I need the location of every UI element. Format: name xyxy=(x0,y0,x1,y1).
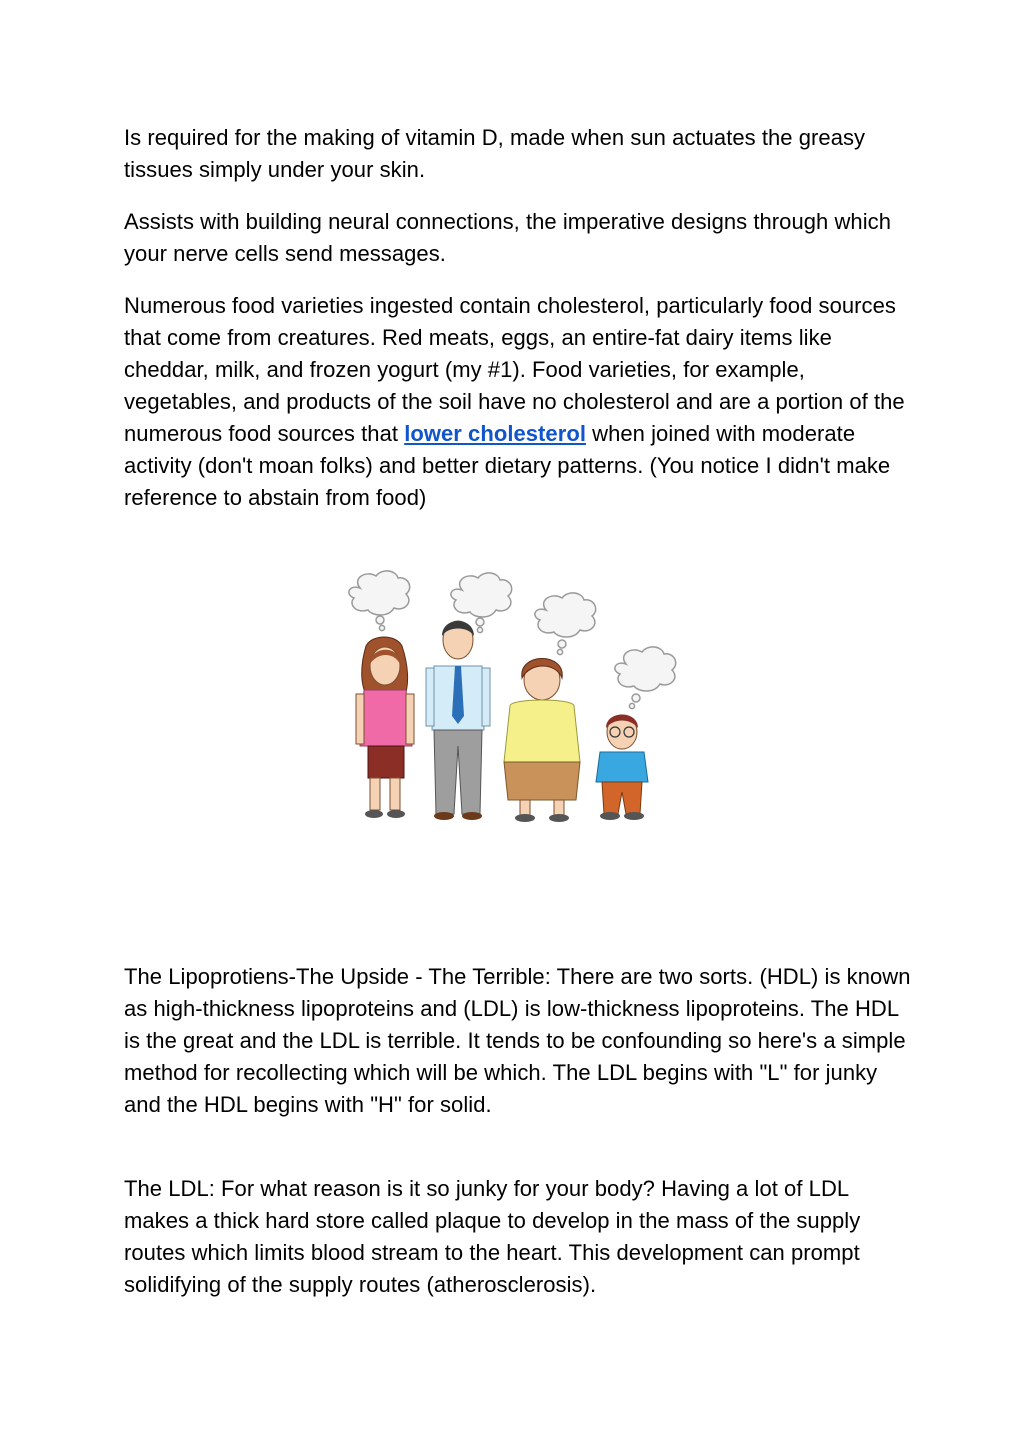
paragraph-ldl: The LDL: For what reason is it so junky for your body? Having a lot of LDL makes a thick hard store called plaque to develop in the mass of the supply routes which limits blood stream to the heart. This development can prompt solidifying of the supply routes (atherosclerosis). xyxy=(124,1176,861,1297)
woman-figure xyxy=(504,659,580,823)
paragraph-food-cholesterol xyxy=(124,290,914,514)
paragraph-text-segment: Numerous food varieties ingested contain cholesterol, particularly food sources that come from creatures. Red meats, eggs, an entire-fat dairy items like cheddar, milk, and frozen yogurt (my #1). Food varieties, for example, vegetables, and products of the soil have no cholesterol and are a portion of the numerous food sources that xyxy=(124,293,905,446)
paragraph-neural-connections: Assists with building neural connections, the imperative designs through which your nerve cells send messages. xyxy=(124,209,891,266)
paragraph-text-segment: when joined with moderate activity (don't moan folks) and better dietary patterns. (You notice I didn't make reference to abstain from food) xyxy=(124,421,891,510)
thought-bubble-icon xyxy=(615,647,676,709)
family-thought-bubbles-illustration xyxy=(330,566,690,828)
boy-figure xyxy=(596,715,648,821)
paragraph-vitamin-d: Is required for the making of vitamin D, made when sun actuates the greasy tissues simply under your skin. xyxy=(124,125,866,182)
thought-bubble-icon xyxy=(349,571,410,631)
girl-figure xyxy=(356,637,414,818)
lower-cholesterol-link[interactable]: lower cholesterol xyxy=(404,421,586,446)
man-figure xyxy=(426,621,490,820)
paragraph-lipoproteins: The Lipoprotiens-The Upside - The Terrible: There are two sorts. (HDL) is known as high-thickness lipoproteins and (LDL) is low-thickness lipoproteins. The HDL is the great and the LDL is terrible. It tends to be confounding so here's a simple method for recollecting which will be which. The LDL begins with "L" for junky and the HDL begins with "H" for solid. xyxy=(124,964,911,1117)
thought-bubble-icon xyxy=(535,593,596,655)
